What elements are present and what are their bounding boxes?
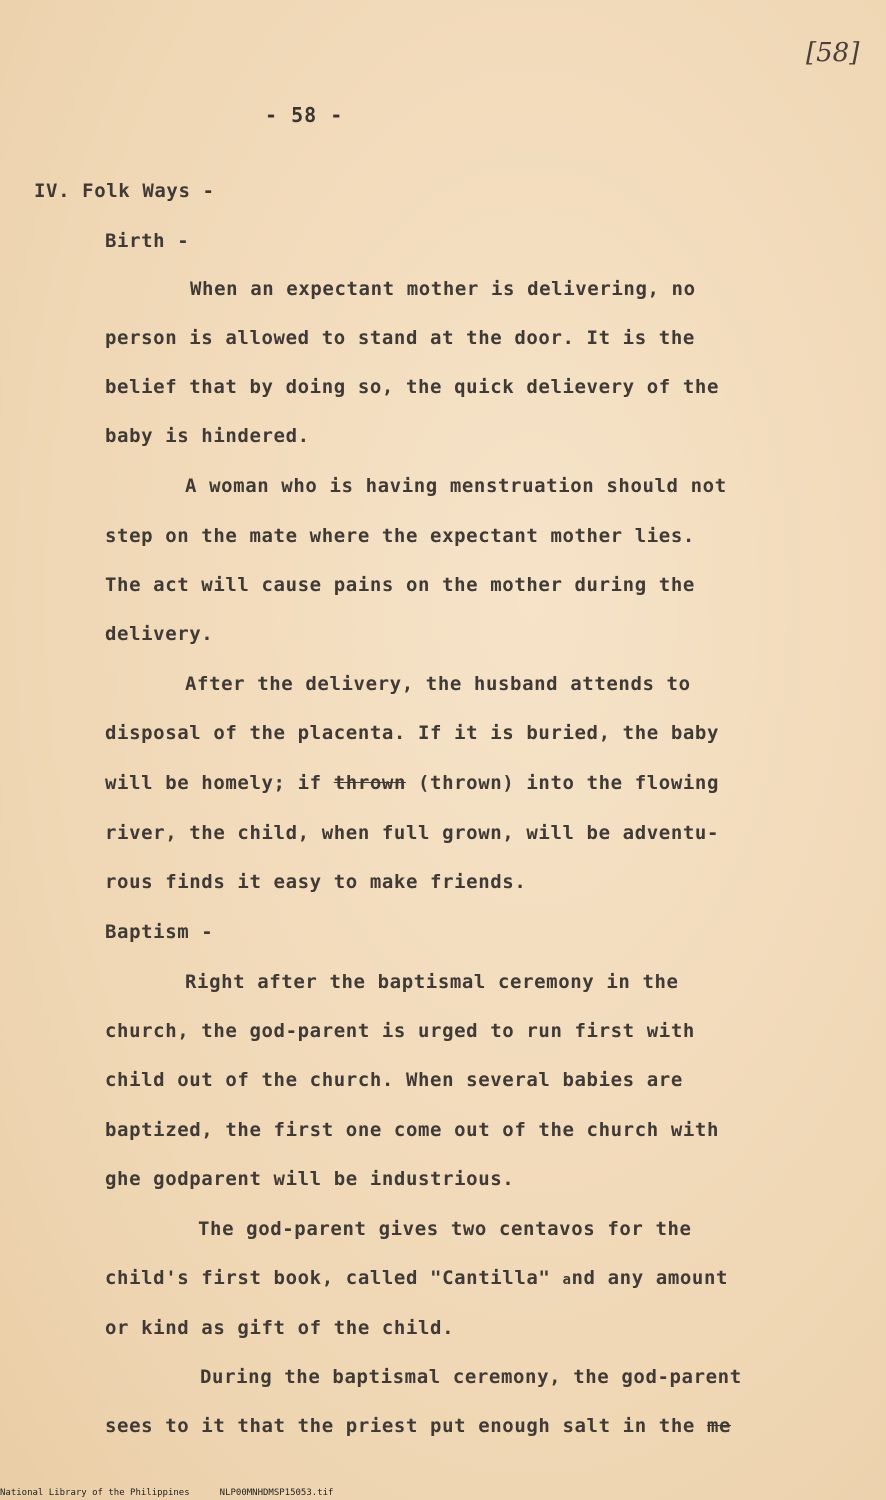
section-heading: IV. Folk Ways - [34, 180, 215, 202]
small-letter: a [562, 1272, 572, 1288]
footer-library: National Library of the Philippines [0, 1488, 190, 1498]
birth-line-start: will be homely; if [105, 772, 334, 794]
birth-line: baby is hindered. [105, 425, 310, 447]
baptism-line: or kind as gift of the child. [105, 1317, 455, 1339]
birth-line-end: (thrown) into the flowing [405, 772, 719, 794]
baptism-line: child out of the church. When several babies are [105, 1069, 683, 1091]
birth-line: person is allowed to stand at the door. It is the [105, 327, 695, 349]
struck-out-word: me [706, 1415, 732, 1437]
birth-line: delivery. [105, 623, 214, 645]
footer-file: NLP00MNHDMSP15053.tif [219, 1488, 334, 1498]
birth-line: rous finds it easy to make friends. [105, 871, 527, 893]
baptism-line-start: child's first book, called "Cantilla" [105, 1267, 563, 1289]
baptism-line: baptized, the first one come out of the church with [105, 1119, 719, 1141]
struck-out-word: thrown [333, 772, 406, 794]
page-number: - 58 - [265, 103, 344, 127]
baptism-line-with-strike [105, 1415, 731, 1437]
birth-line: The act will cause pains on the mother during the [105, 574, 695, 596]
birth-line: belief that by doing so, the quick delievery of the [105, 376, 719, 398]
baptism-line-start: sees to it that the priest put enough salt in the [105, 1415, 707, 1437]
birth-line: disposal of the placenta. If it is buried, the baby [105, 722, 719, 744]
baptism-line: ghe godparent will be industrious. [105, 1168, 515, 1190]
baptism-line-with-subscript [105, 1267, 728, 1289]
birth-line: A woman who is having menstruation should not [185, 475, 727, 497]
baptism-line: During the baptismal ceremony, the god-parent [200, 1366, 742, 1388]
baptism-line: Right after the baptismal ceremony in the [185, 971, 679, 993]
handwritten-page-number: [58] [806, 38, 860, 68]
baptism-heading: Baptism - [105, 921, 214, 943]
footer [0, 1488, 363, 1498]
baptism-line: church, the god-parent is urged to run first with [105, 1020, 695, 1042]
baptism-line-end: nd any amount [571, 1267, 729, 1289]
birth-heading: Birth - [105, 230, 190, 252]
birth-line: When an expectant mother is delivering, no [190, 278, 696, 300]
baptism-line: The god-parent gives two centavos for the [198, 1218, 692, 1240]
birth-line-with-correction [105, 772, 719, 794]
birth-line: step on the mate where the expectant mother lies. [105, 525, 695, 547]
birth-line: river, the child, when full grown, will be adventu- [105, 822, 719, 844]
birth-line: After the delivery, the husband attends to [185, 673, 691, 695]
